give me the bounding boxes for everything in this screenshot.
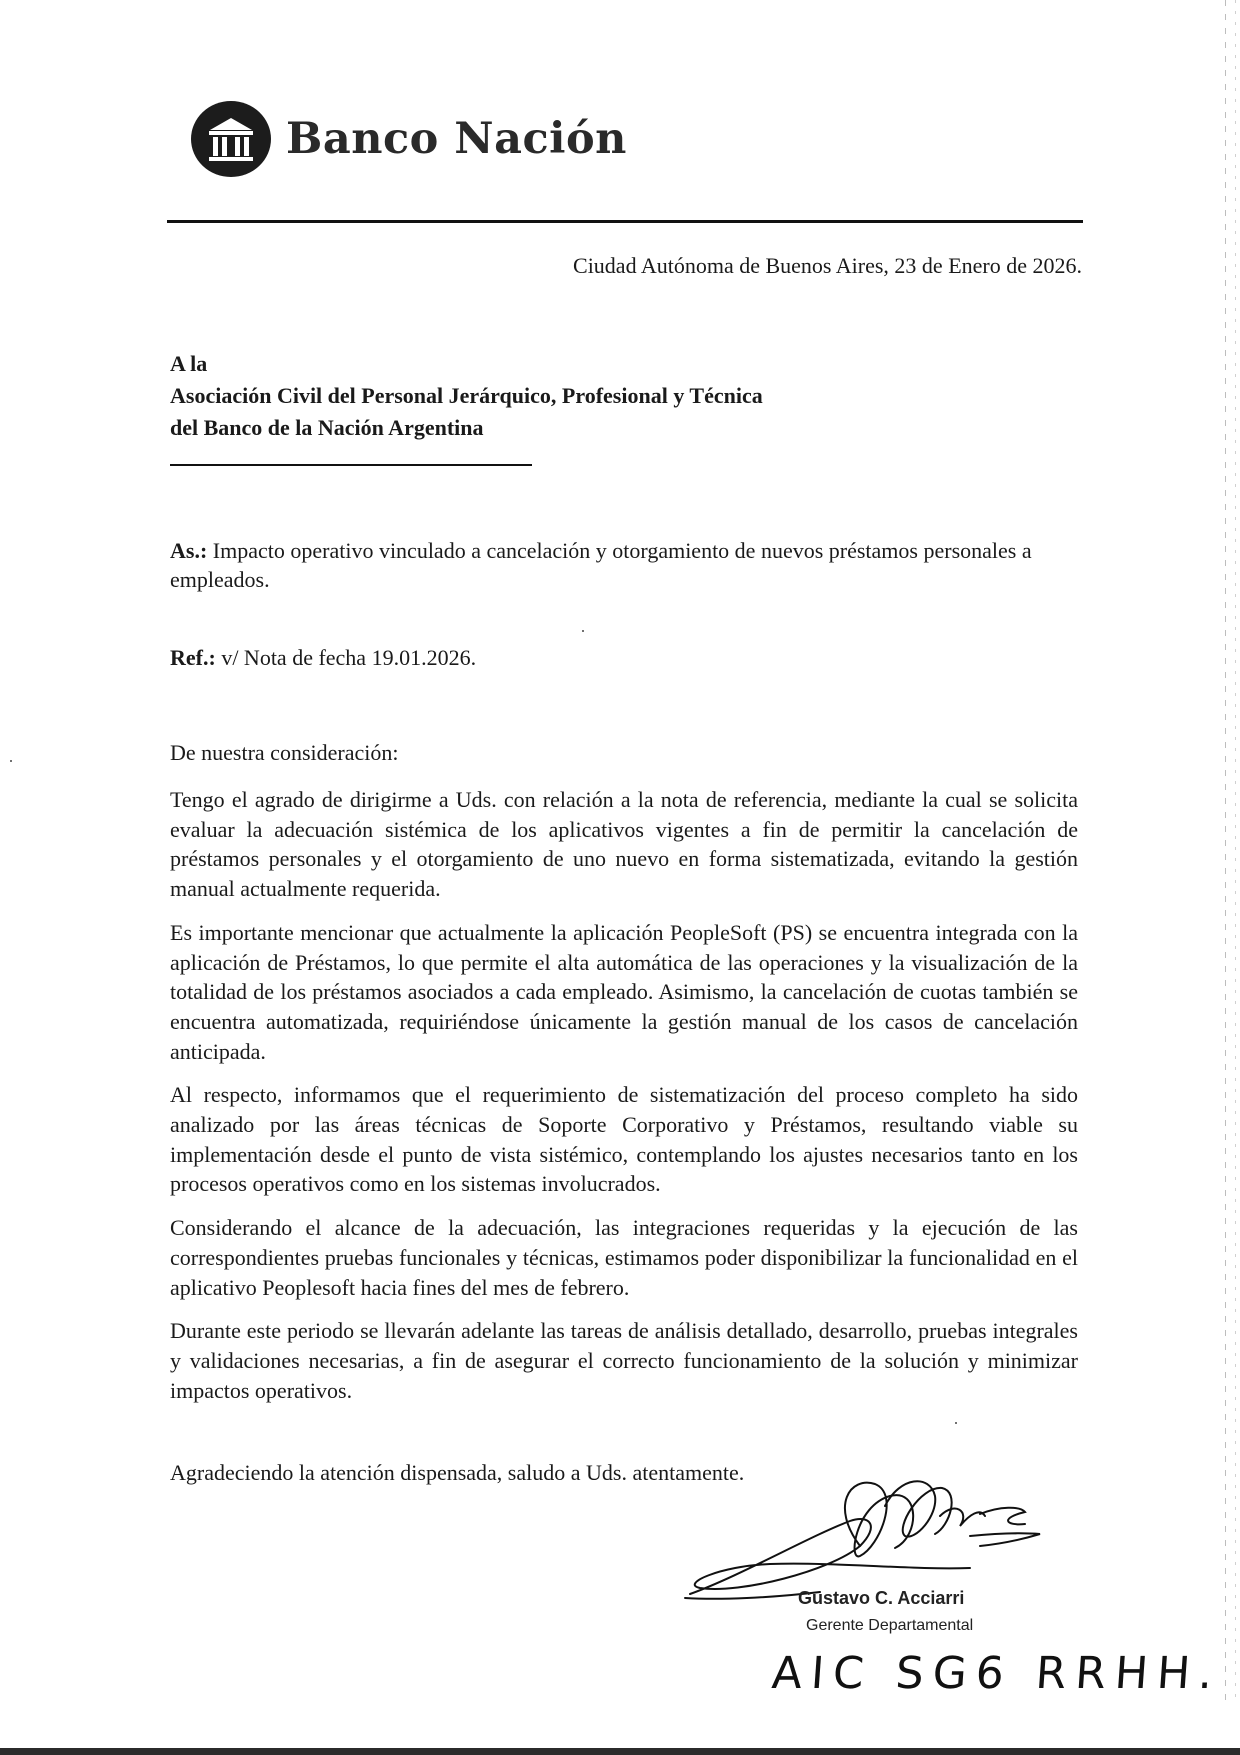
body-paragraph: Considerando el alcance de la adecuación, las integraciones requeridas y la ejecución de las correspondientes pruebas funcionales y técnicas, estimamos poder disponibilizar la funcionalidad en el aplicativo Peoplesoft hacia fines del mes de febrero.	[170, 1215, 1078, 1300]
signatory-title: Gerente Departamental	[806, 1617, 974, 1634]
scan-edge-mark-secondary	[1235, 0, 1236, 1700]
bank-building-icon	[190, 100, 272, 178]
recipient-block	[170, 348, 763, 444]
bank-logo-text: Banco Nación	[286, 114, 627, 164]
greeting: De nuestra consideración:	[170, 740, 399, 765]
letter-body	[170, 785, 1078, 1419]
reference-text: v/ Nota de fecha 19.01.2026.	[215, 645, 477, 670]
body-paragraph: Al respecto, informamos que el requerimiento de sistematización del proceso completo ha sido analizado por las áreas técnicas de Soporte Corporativo y Préstamos, resultando viable su implementación desde el punto de vista sistémico, contemplando los ajustes necesarios tanto en los procesos operativos como en los sistemas involucrados.	[170, 1082, 1078, 1197]
subject-text: Impacto operativo vinculado a cancelación y otorgamiento de nuevos préstamos personales a empleados.	[170, 538, 1032, 592]
recipient-line-3: del Banco de la Nación Argentina	[170, 415, 484, 440]
header-divider	[167, 220, 1083, 223]
scan-edge-mark	[1225, 0, 1226, 1700]
body-paragraph: Tengo el agrado de dirigirme a Uds. con relación a la nota de referencia, mediante la cual se solicita evaluar la adecuación sistémica de los aplicativos vigentes a fin de permitir la cancelación de préstamos personales y el otorgamiento de uno nuevo en forma sistematizada, evitando la gestión manual actualmente requerida.	[170, 787, 1078, 902]
signatory-name: Gustavo C. Acciarri	[798, 1588, 965, 1608]
subject-line	[170, 536, 1070, 594]
body-paragraph: Es importante mencionar que actualmente la aplicación PeopleSoft (PS) se encuentra integrada con la aplicación de Préstamos, lo que permite el alta automática de las operaciones y la visualización de la totalidad de los préstamos asociados a cada empleado. Asimismo, la cancelación de cuotas también se encuentra automatizada, requiriéndose únicamente la gestión manual de los casos de cancelación anticipada.	[170, 919, 1078, 1064]
recipient-line-1: A la	[170, 351, 208, 376]
scan-bottom-edge	[0, 1748, 1240, 1755]
recipient-line-2: Asociación Civil del Personal Jerárquico, Profesional y Técnica	[170, 383, 763, 408]
closing-line: Agradeciendo la atención dispensada, saludo a Uds. atentamente.	[170, 1460, 745, 1485]
bank-logo	[190, 100, 627, 178]
reference-line	[170, 645, 476, 671]
date-line: Ciudad Autónoma de Buenos Aires, 23 de Enero de 2026.	[573, 253, 1082, 278]
body-paragraph: Durante este periodo se llevarán adelante las tareas de análisis detallado, desarrollo, pruebas integrales y validaciones necesarias, a fin de asegurar el correcto funcionamiento de la solución y minimizar impactos operativos.	[170, 1318, 1078, 1403]
handwritten-routing-note: AIC SG6 RRHH.	[770, 1648, 1224, 1699]
subject-label: As.:	[170, 538, 208, 563]
handwritten-signature	[680, 1466, 1080, 1606]
reference-label: Ref.:	[170, 645, 216, 670]
recipient-underline	[170, 464, 532, 466]
